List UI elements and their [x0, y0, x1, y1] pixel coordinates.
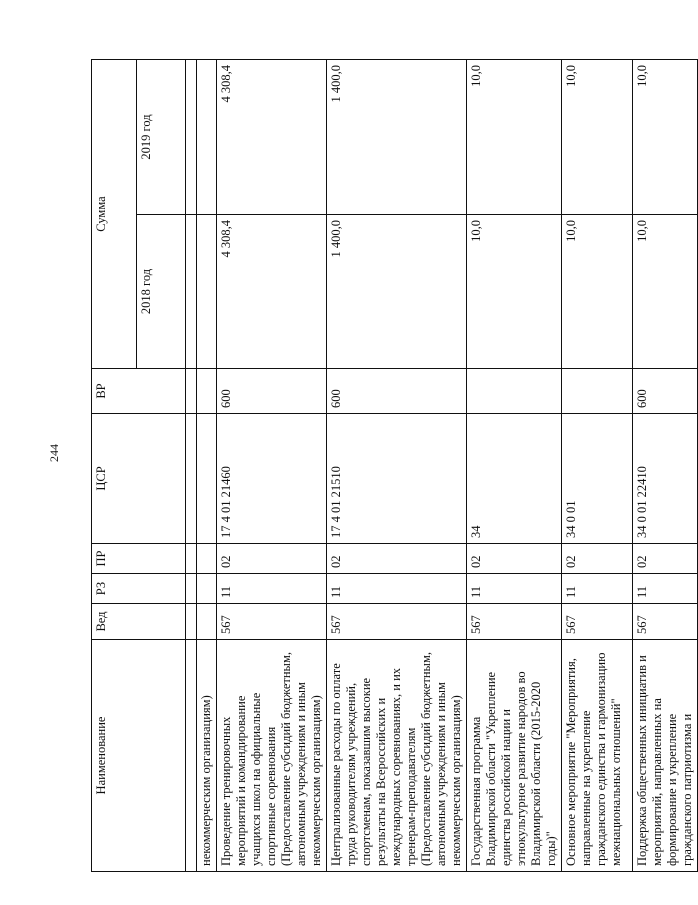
row-sum-2018: 4 308,4	[217, 215, 327, 369]
row-sum-2018: 10,0	[562, 215, 633, 369]
row-sum-2018	[197, 215, 217, 369]
header-sum: Сумма	[92, 60, 137, 369]
header-year-2019: 2019 год	[137, 60, 186, 215]
spacer-cell	[186, 414, 197, 544]
row-sum-2019: 10,0	[562, 60, 633, 215]
row-csr: 34 0 01	[562, 414, 633, 544]
row-name: Государственная программа Владимирской области "Укрепление единства российской нации и этнокультурное развитие народов во Владимирской области (2015-2020 годы)"	[467, 640, 562, 872]
row-rz: 11	[633, 574, 698, 604]
row-vr: 600	[633, 369, 698, 414]
header-csr: ЦСР	[92, 414, 186, 544]
row-vr	[562, 369, 633, 414]
row-pr: 02	[562, 544, 633, 574]
header-spacer-row	[186, 60, 197, 872]
row-name: Проведение тренировочных мероприятий и командирование учащихся школ на официальные спортивные соревнования (Предоставление субсидий бюджетным, автономным учреждениям и иным некоммерческим организациям)	[217, 640, 327, 872]
row-sum-2018: 10,0	[633, 215, 698, 369]
header-ved: Вед	[92, 604, 186, 640]
row-pr	[197, 544, 217, 574]
row-ved: 567	[467, 604, 562, 640]
table-row	[467, 60, 562, 872]
table-row	[327, 60, 467, 872]
row-vr	[197, 369, 217, 414]
row-csr	[197, 414, 217, 544]
row-name: Поддержка общественных инициатив и мероприятий, направленных на формирование и укрепление гражданского патриотизма и	[633, 640, 698, 872]
header-rz: РЗ	[92, 574, 186, 604]
row-pr: 02	[217, 544, 327, 574]
table-row	[217, 60, 327, 872]
row-name: Централизованные расходы по оплате труда руководителям учреждений, спортсменам, показавшим высокие результаты на Всероссийских и международных соревнованиях, и их тренерам-преподавателям (Предоставление субсидий бюджетным, автономным учреждениям и иным некоммерческим организациям)	[327, 640, 467, 872]
row-sum-2019: 10,0	[467, 60, 562, 215]
header-pr: ПР	[92, 544, 186, 574]
spacer-cell	[186, 604, 197, 640]
table-row	[633, 60, 698, 872]
header-name: Наименование	[92, 640, 186, 872]
row-vr: 600	[217, 369, 327, 414]
spacer-cell	[186, 574, 197, 604]
row-csr: 17 4 01 21510	[327, 414, 467, 544]
header-year-2018: 2018 год	[137, 215, 186, 369]
row-vr	[467, 369, 562, 414]
header-row-1	[92, 60, 137, 872]
row-sum-2018: 1 400,0	[327, 215, 467, 369]
table-row	[197, 60, 217, 872]
row-csr: 17 4 01 21460	[217, 414, 327, 544]
page-number: 244	[47, 444, 61, 462]
row-vr: 600	[327, 369, 467, 414]
budget-table	[91, 59, 698, 872]
row-sum-2019	[197, 60, 217, 215]
row-rz	[197, 574, 217, 604]
spacer-cell	[186, 60, 197, 215]
row-name: некоммерческим организациям)	[197, 640, 217, 872]
spacer-cell	[186, 215, 197, 369]
row-sum-2018: 10,0	[467, 215, 562, 369]
row-rz: 11	[467, 574, 562, 604]
row-pr: 02	[467, 544, 562, 574]
row-ved	[197, 604, 217, 640]
row-pr: 02	[633, 544, 698, 574]
table-row	[562, 60, 633, 872]
row-pr: 02	[327, 544, 467, 574]
row-csr: 34 0 01 22410	[633, 414, 698, 544]
row-sum-2019: 10,0	[633, 60, 698, 215]
row-ved: 567	[217, 604, 327, 640]
row-ved: 567	[327, 604, 467, 640]
spacer-cell	[186, 369, 197, 414]
row-ved: 567	[562, 604, 633, 640]
spacer-cell	[186, 640, 197, 872]
header-vr: ВР	[92, 369, 186, 414]
row-ved: 567	[633, 604, 698, 640]
spacer-cell	[186, 544, 197, 574]
row-rz: 11	[562, 574, 633, 604]
row-rz: 11	[327, 574, 467, 604]
row-csr: 34	[467, 414, 562, 544]
row-name: Основное мероприятие "Мероприятия, направленные на укрепление гражданского единства и гармонизацию межнациональных отношений"	[562, 640, 633, 872]
row-rz: 11	[217, 574, 327, 604]
row-sum-2019: 1 400,0	[327, 60, 467, 215]
row-sum-2019: 4 308,4	[217, 60, 327, 215]
rotated-page-content	[91, 60, 694, 872]
